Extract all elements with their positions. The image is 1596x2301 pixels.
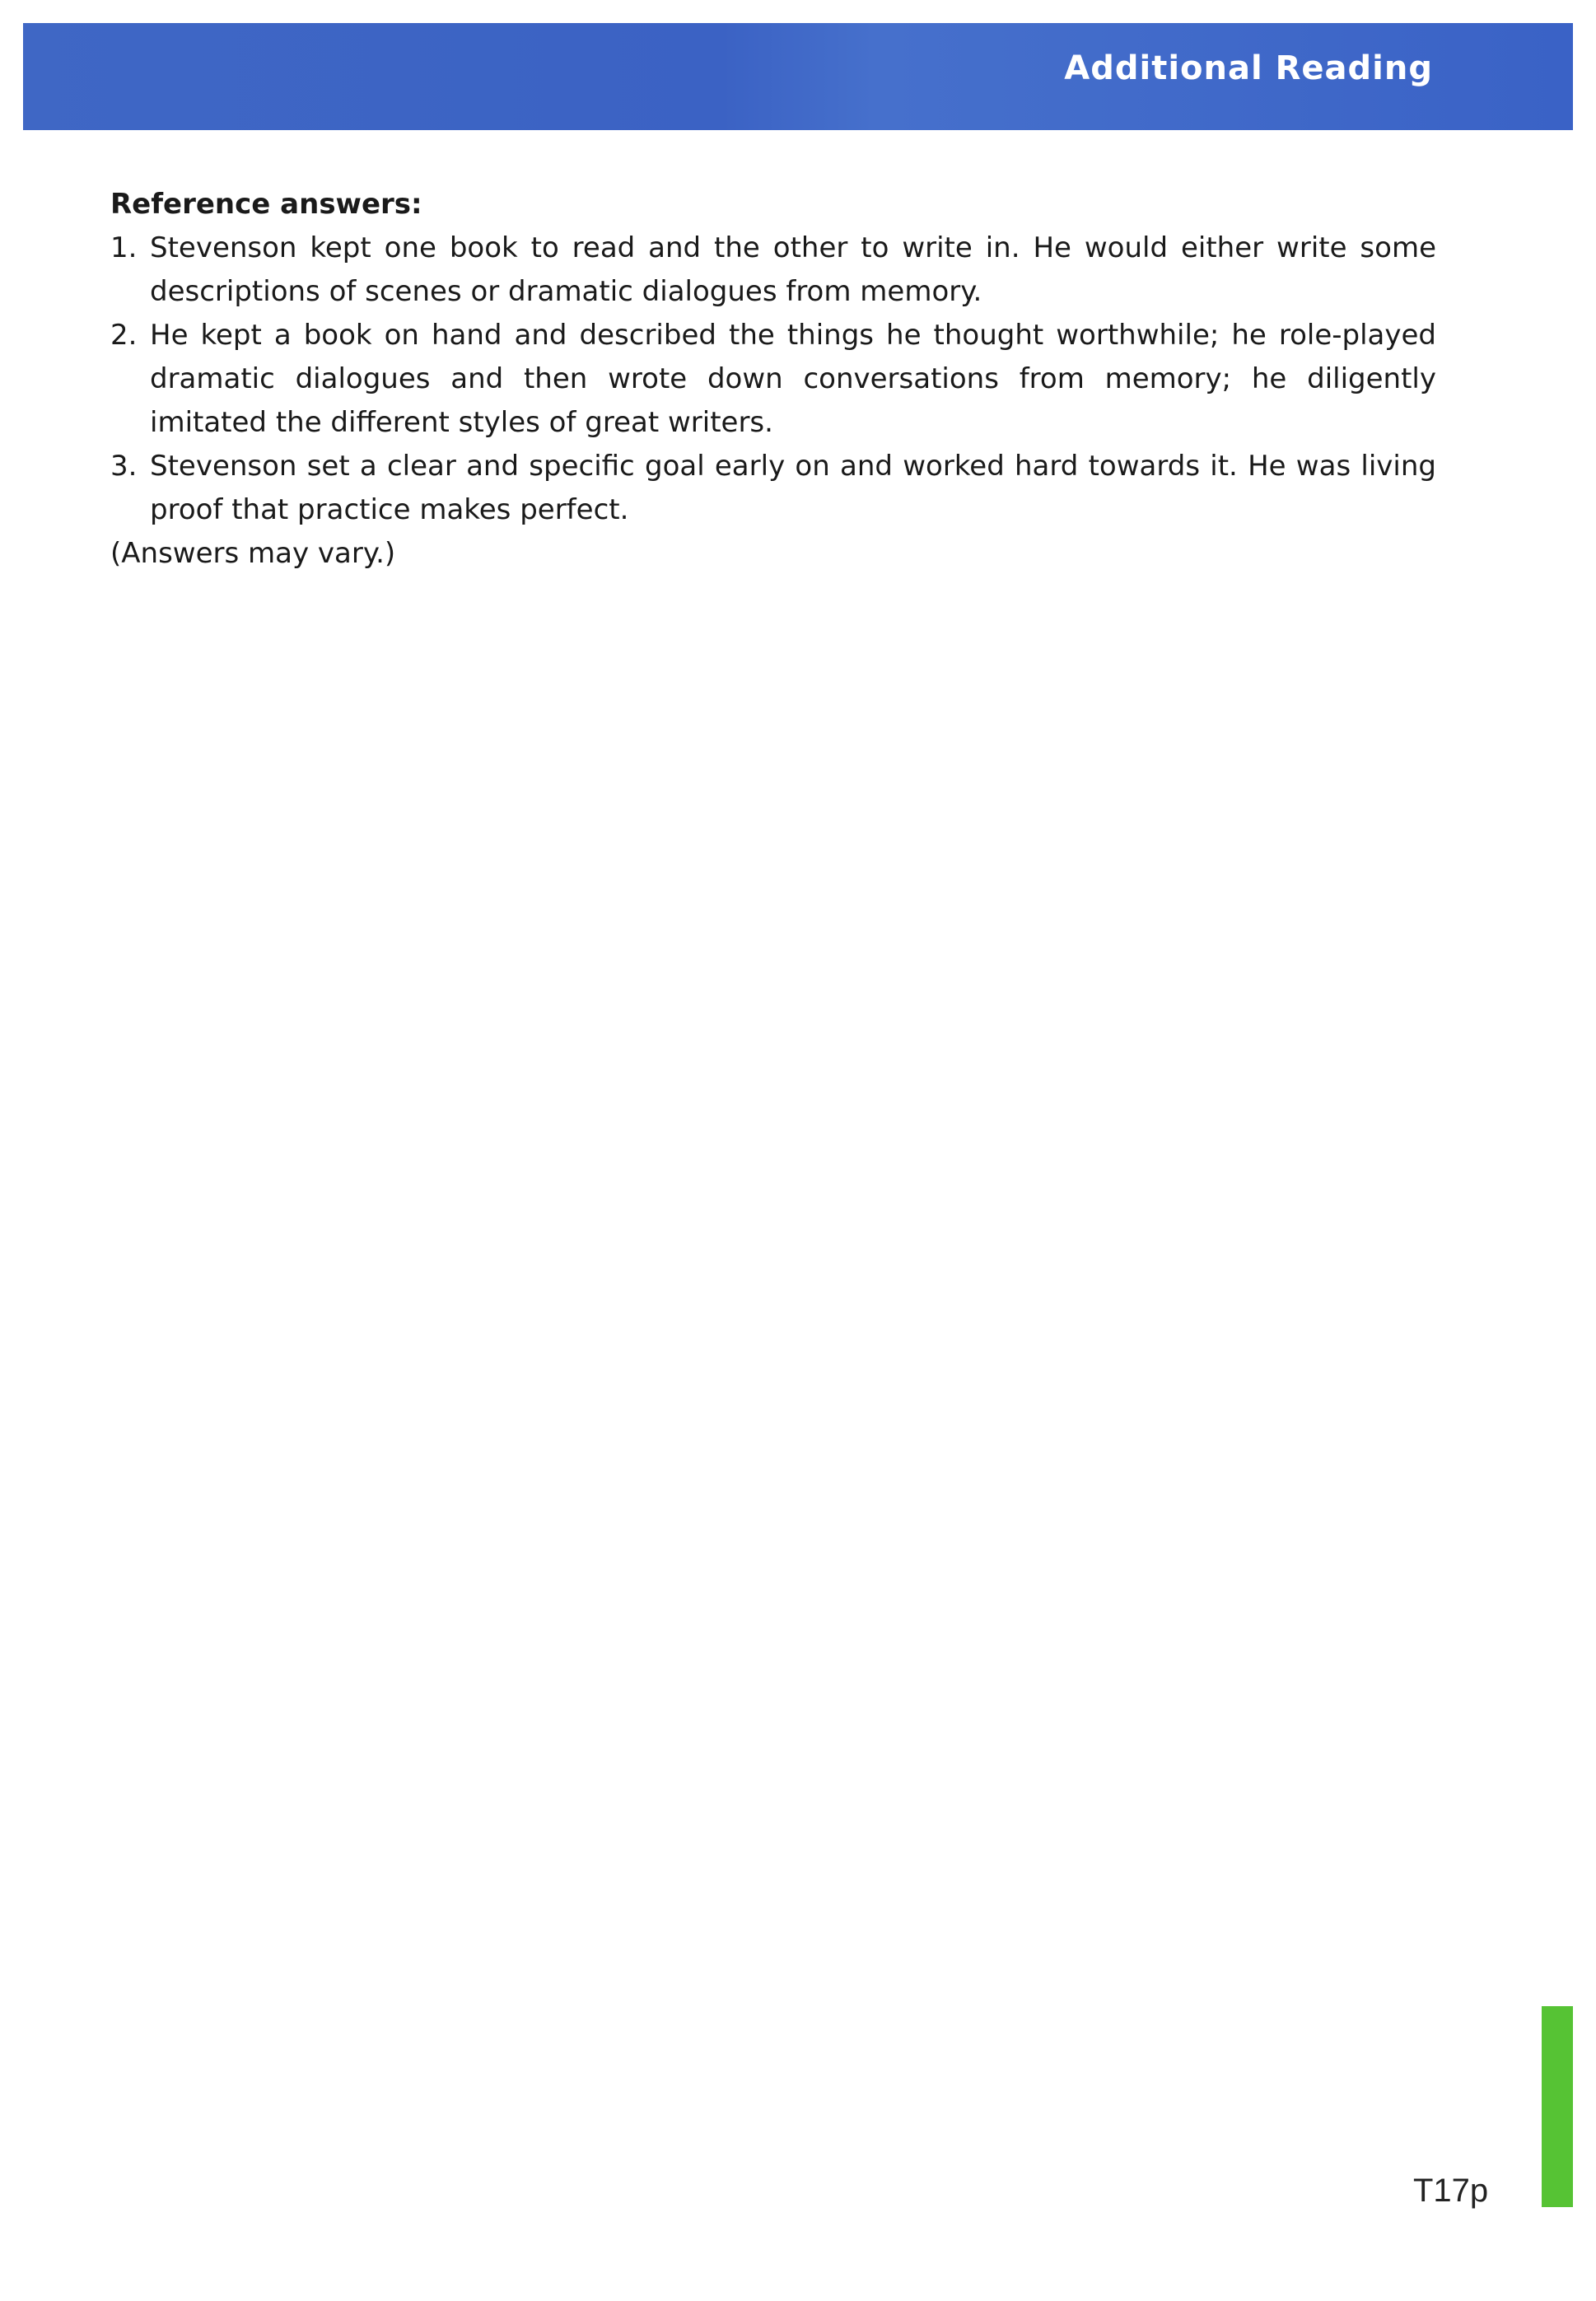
answer-number: 1. (110, 231, 138, 264)
answer-number: 3. (110, 450, 138, 483)
reference-answers-heading: Reference answers: (110, 188, 422, 221)
answer-text: He kept a book on hand and described the things he thought worthwhile; he role-played dramatic dialogues and then wrote down conversations from memory; he diligently imitated the different styles of great writers. (150, 319, 1436, 439)
answer-text: Stevenson set a clear and specific goal early on and worked hard towards it. He was living proof that practice makes perfect. (150, 450, 1436, 526)
page-number: T17p (1413, 2173, 1489, 2209)
page-edge-tab (1542, 2006, 1573, 2207)
section-title: Additional Reading (1064, 49, 1433, 87)
answer-text: Stevenson kept one book to read and the other to write in. He would either write some descriptions of scenes or dramatic dialogues from memory. (150, 231, 1436, 308)
answer-item (110, 314, 1436, 445)
answer-number: 2. (110, 319, 138, 352)
answer-item (110, 445, 1436, 532)
reference-answers-section (110, 183, 1436, 576)
answers-note: (Answers may vary.) (110, 537, 396, 570)
answer-item (110, 226, 1436, 314)
